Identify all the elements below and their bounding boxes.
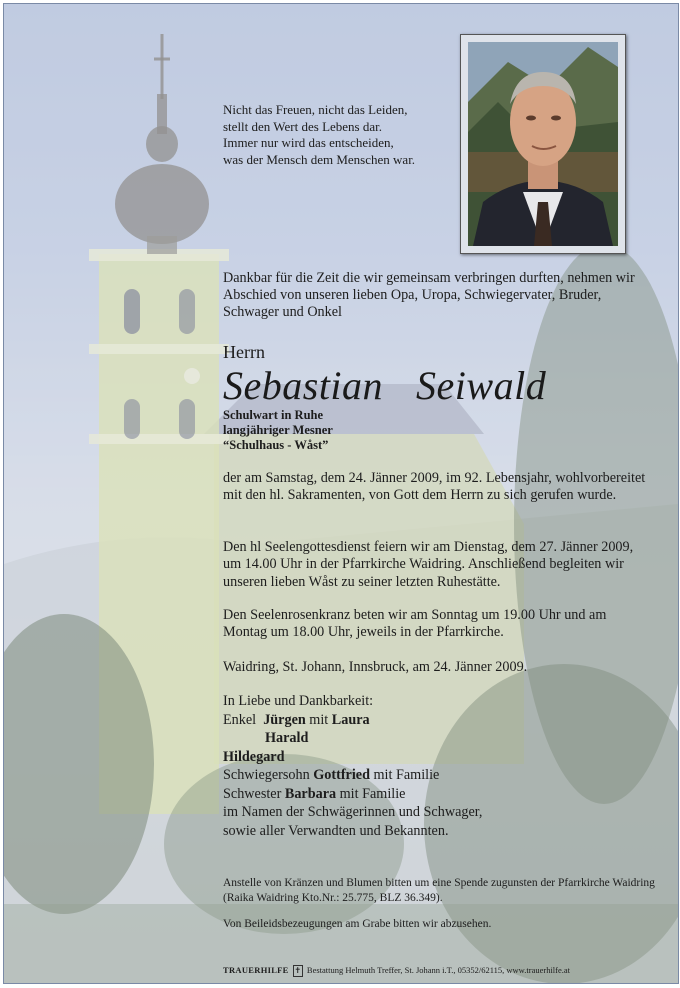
deceased-name: Sebastian Seiwald: [223, 363, 547, 408]
intro-text: Dankbar für die Zeit die wir gemeinsam verbringen durften, nehmen wir Abschied von unseren lieben Opa, Uropa, Schwiegervater, Bruder, Schwager und Onkel: [223, 270, 635, 320]
title-line: langjähriger Mesner: [223, 423, 333, 437]
footer-brand: TRAUERHILFE: [223, 965, 289, 975]
portrait-photo: [468, 42, 618, 246]
family-grandchild-row: Harald: [265, 730, 309, 746]
condolence-note: Von Beileidsbezeugungen am Grabe bitten wir abzusehen.: [223, 918, 492, 930]
family-grandchildren-row: Enkel Jürgen mit Laura: [223, 711, 370, 728]
title-line: “Schulhaus - Wåst”: [223, 438, 329, 452]
family-sister-row: Schwester Barbara mit Familie: [223, 785, 406, 802]
place-date: Waidring, St. Johann, Innsbruck, am 24. Jänner 2009.: [223, 659, 528, 675]
footer: [223, 965, 570, 977]
donation-note: Anstelle von Kränzen und Blumen bitten um eine Spende zugunsten der Pfarrkirche Waidring (Raika Waidring Kto.Nr.: 25.775, BLZ 36.349).: [223, 877, 655, 904]
family-list: [223, 692, 482, 840]
family-grandchild-row: Hildegard: [223, 748, 285, 765]
family-son-in-law-row: Schwiegersohn Gottfried mit Familie: [223, 767, 440, 783]
portrait-frame: [460, 34, 626, 254]
title-line: Schulwart in Ruhe: [223, 408, 324, 422]
memorial-quote: [223, 102, 415, 168]
deceased-titles: [223, 408, 333, 453]
family-closing-line: sowie aller Verwandten und Bekannten.: [223, 822, 449, 839]
obituary-card: [3, 3, 679, 984]
death-notice-paragraph: der am Samstag, dem 24. Jänner 2009, im 92. Lebensjahr, wohlvorbereitet mit den hl. Sakramenten, von Gott dem Herrn zu sich gerufen wurde.: [223, 470, 646, 504]
salutation: Herrn: [223, 342, 265, 362]
quote-line: was der Mensch dem Menschen war.: [223, 151, 416, 167]
quote-line: stellt den Wert des Lebens dar.: [223, 118, 383, 134]
funeral-service-paragraph: Den hl Seelengottesdienst feiern wir am Dienstag, dem 27. Jänner 2009, um 14.00 Uhr in der Pfarrkirche Waidring. Anschließend begleiten wir unseren lieben Wåst zu seiner letzten Ruhestätte.: [223, 539, 634, 590]
footer-text: Bestattung Helmuth Treffer, St. Johann i.T., 05352/62115, www.trauerhilfe.at: [306, 965, 571, 975]
quote-line: Nicht das Freuen, nicht das Leiden,: [223, 102, 408, 117]
family-heading: In Liebe und Dankbarkeit:: [223, 693, 374, 709]
family-closing-line: im Namen der Schwägerinnen und Schwager,: [223, 804, 483, 820]
rosary-paragraph: Den Seelenrosenkranz beten wir am Sonntag um 19.00 Uhr und am Montag um 18.00 Uhr, jeweils in der Pfarrkirche.: [223, 607, 607, 641]
cross-icon: ✝: [294, 966, 302, 976]
quote-line: Immer nur wird das entscheiden,: [223, 135, 394, 150]
